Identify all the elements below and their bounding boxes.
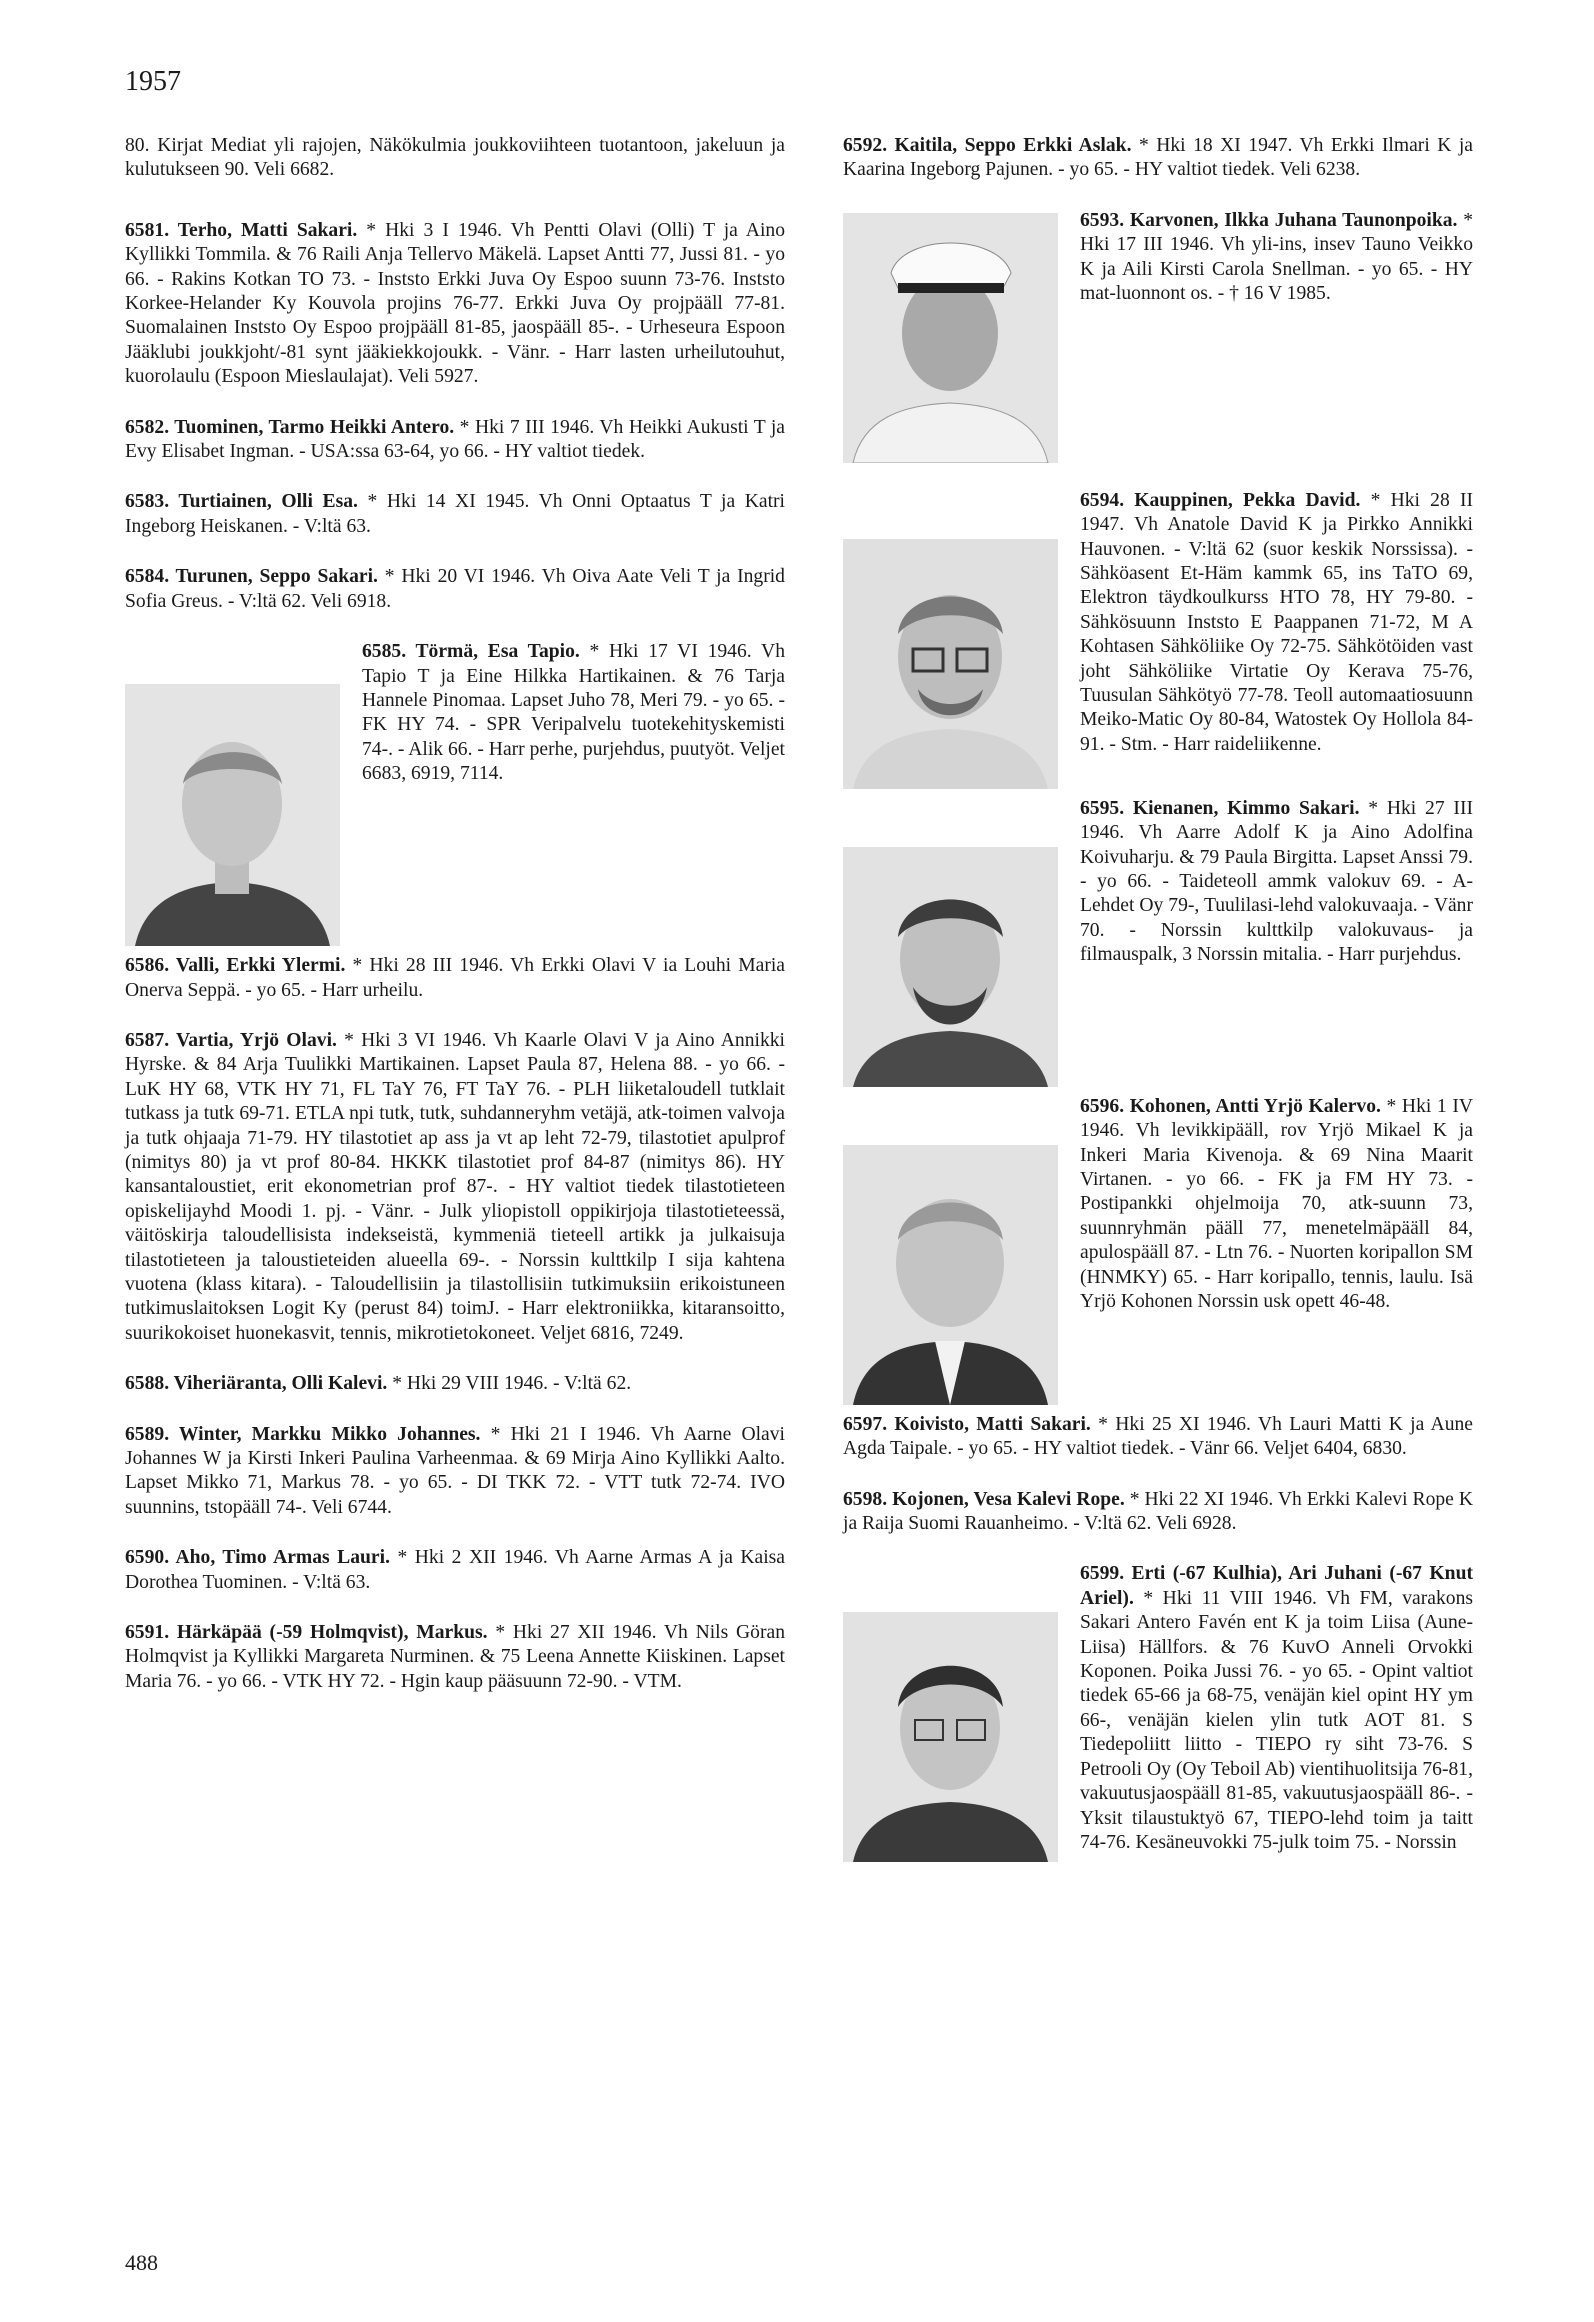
- entry-6585-block: [125, 640, 785, 954]
- entry-body: * Hki 17 III 1946. Vh yli-ins, insev Tauno Veikko K ja Aili Kirsti Carola Snellman. - yo 65. - HY mat-luonnont os. - † 16 V 1985.: [1080, 209, 1473, 305]
- entry-body: * Hki 27 III 1946. Vh Aarre Adolf K ja Aino Adolfina Koivuharju. & 79 Paula Birgitta. Lapset Anssi 79. - yo 66. - Taideteoll ammk valokuv 69. - A-Lehdet Oy 79-, Tuulilasi-lehd valokuvaaja. - Vänr 70. - Norssin kulttkilp valokuvaus- ja filmauspalk, 3 Norssin mitalia. - Harr purjehdus.: [1080, 797, 1473, 966]
- page-number: 488: [125, 2250, 158, 2275]
- entry-body: * Hki 17 VI 1946. Vh Tapio T ja Eine Hilkka Hartikainen. & 76 Tarja Hannele Pinomaa. Lapset Juho 78, Meri 79. - yo 65. - FK HY 74. - SPR Veripalvelu tuotekehityskemisti 74-. - Alik 66. - Harr perhe, purjehdus, puutyöt. Veljet 6683, 6919, 7114.: [362, 641, 786, 785]
- entry-head: 6597. Koivisto, Matti Sakari.: [843, 1413, 1091, 1435]
- entry-body: * Hki 3 VI 1946. Vh Kaarle Olavi V ja Aino Annikki Hyrske. & 84 Arja Tuulikki Martikainen. Lapset Paula 87, Helena 88. - yo 66. - LuK HY 68, VTK HY 71, FL TaY 76, FT TaY 76. - PLH liiketaloudell tutklait tutkass ja tutk 69-71. ETLA npi tutk, tutk, suhdanneryhm vetäjä, atk-toimen valvoja ja tutk ohjaaja 71-79. HY tilastotiet ap ass ja vt ap leht 72-79, tilastotiet apulprof (nimitys 80) ja vt prof 80-84. HKKK tilastotiet prof 84-87 (nimitys 86). HY kansantaloustiet, erit ekonometrian prof 87-. - HY valtiot tiedek tilastotieteen opiskelijayhd Moodi 1. pj. - Vänr. - Julk yliopistoll oppikirjoja tilastotieteessä, väitöskirja taloudellisista indekseistä, kymmeniä tieteell artikk ja julkaisuja tilastotieteen ja taloustieteiden alueella 69-. - Norssin kulttkilp I sija kahtena vuotena (klass kitara). - Taloudellisiin ja tilastollisiin tutkimuksiin erikoistuneen tutkimuslaitoksen Logit Ky (perust 84) toimJ. - Harr elektroniikka, kitaransoitto, suurikokoiset huonekasvit, tennis, mikrotietokoneet. Veljet 6816, 7249.: [125, 1029, 785, 1344]
- entry-6594-block: [843, 489, 1473, 797]
- entry-6597: [843, 1413, 1473, 1462]
- entry-6592: [843, 134, 1473, 183]
- entry-head: 6591. Härkäpää (-59 Holmqvist), Markus.: [125, 1622, 488, 1644]
- entry-6587: [125, 1029, 785, 1346]
- entry-6581: [125, 219, 785, 390]
- continued-entry-text: 80. Kirjat Mediat yli rajojen, Näkökulmia joukkoviihteen tuotantoon, jakeluun ja kulutukseen 90. Veli 6682.: [125, 135, 785, 181]
- entry-body: * Hki 2 XII 1946. Vh Aarne Armas A ja Kaisa Dorothea Tuominen. - V:ltä 63.: [125, 1547, 785, 1593]
- entry-body: * Hki 28 II 1947. Vh Anatole David K ja Pirkko Annikki Hauvonen. - V:ltä 62 (suor keskik Norssissa). - Sähköasent Et-Häm kammk 65, ins TaTO 69, Elektron täydkoulkurss HTO 78, HY 79-80. - Sähkösuunn Inststo E Paappanen 71-72, M A Kohtasen Sähköliike Oy 72-75. Sähkötöiden vast joht Sähköliike Virtatie Oy Kerava 75-76, Tuusulan Sähkötyö 77-78. Teoll automaatiosuunn Meiko-Matic Oy 80-84, Watostek Oy Hollola 84-91. - Stm. - Harr raideliikenne.: [1080, 489, 1473, 755]
- entry-head: 6598. Kojonen, Vesa Kalevi Rope.: [843, 1488, 1125, 1510]
- entry-6586: [125, 954, 785, 1003]
- entry-body: * Hki 21 I 1946. Vh Aarne Olavi Johannes W ja Kirsti Inkeri Paulina Varheenmaa. & 69 Mirja Aino Kyllikki Aalto. Lapset Mikko 71, Markus 78. - yo 65. - DI TKK 72. - VTT tutk 72-74. IVO suunnins, tstopääll 74-. Veli 6744.: [125, 1423, 785, 1518]
- entry-head: 6583. Turtiainen, Olli Esa.: [125, 491, 358, 513]
- entry-6588: [125, 1372, 785, 1396]
- entry-body: * Hki 3 I 1946. Vh Pentti Olavi (Olli) T ja Aino Kyllikki Tommila. & 76 Raili Anja Tellervo Mäkelä. Lapset Antti 77, Jussi 81. - yo 66. - Rakins Kotkan TO 73. - Inststo Erkki Juva Oy Espoo suunn 73-76. Inststo Korkee-Helander Ky Kouvola projins 76-77. Erkki Juva Oy projpääll 77-81. Suomalainen Inststo Oy Espoo projpääll 81-85, jaospääll 85-. - Urheseura Espoon Jääklubi joukkjoht/-81 synt jääkiekkojoukk. - Vänr. - Harr lasten urheilutouhut, kuorolaulu (Espoon Mieslaulajat). Veli 5927.: [125, 219, 785, 388]
- portrait-photo: [843, 1145, 1058, 1405]
- entry-body: * Hki 29 VIII 1946. - V:ltä 62.: [387, 1373, 632, 1395]
- entry-6596-block: [843, 1095, 1473, 1413]
- entry-head: 6595. Kienanen, Kimmo Sakari.: [1080, 797, 1360, 819]
- entry-body: * Hki 20 VI 1946. Vh Oiva Aate Veli T ja Ingrid Sofia Greus. - V:ltä 62. Veli 6918.: [125, 566, 785, 612]
- right-column: [843, 134, 1473, 1881]
- entry-6583: [125, 490, 785, 539]
- entry-6590: [125, 1546, 785, 1595]
- entry-body: * Hki 28 III 1946. Vh Erkki Olavi V ia Louhi Maria Onerva Seppä. - yo 65. - Harr urheilu.: [125, 955, 785, 1001]
- entry-head: 6581. Terho, Matti Sakari.: [125, 219, 358, 241]
- portrait-photo: [843, 213, 1058, 463]
- entry-body: * Hki 14 XI 1945. Vh Onni Optaatus T ja Katri Ingeborg Heiskanen. - V:ltä 63.: [125, 491, 785, 537]
- entry-6582: [125, 416, 785, 465]
- portrait-photo: [843, 1612, 1058, 1862]
- entry-head: 6592. Kaitila, Seppo Erkki Aslak.: [843, 135, 1132, 156]
- entry-body: * Hki 22 XI 1946. Vh Erkki Kalevi Rope K ja Raija Suomi Rauanheimo. - V:ltä 62. Veli 6928.: [843, 1488, 1473, 1535]
- entry-head: 6599. Erti (-67 Kulhia), Ari Juhani (-67 Knut Ariel).: [1080, 1563, 1473, 1609]
- entry-body: * Hki 18 XI 1947. Vh Erkki Ilmari K ja Kaarina Ingeborg Pajunen. - yo 65. - HY valtiot tiedek. Veli 6238.: [843, 135, 1473, 181]
- entry-head: 6584. Turunen, Seppo Sakari.: [125, 566, 378, 588]
- entry-head: 6587. Vartia, Yrjö Olavi.: [125, 1029, 337, 1051]
- entry-6598: [843, 1488, 1473, 1537]
- entry-head: 6589. Winter, Markku Mikko Johannes.: [125, 1423, 481, 1445]
- entry-6589: [125, 1423, 785, 1521]
- portrait-photo: [843, 847, 1058, 1087]
- entry-head: 6590. Aho, Timo Armas Lauri.: [125, 1547, 390, 1569]
- entry-head: 6585. Törmä, Esa Tapio.: [362, 641, 580, 663]
- entry-head: 6594. Kauppinen, Pekka David.: [1080, 489, 1361, 511]
- entry-body: * Hki 7 III 1946. Vh Heikki Aukusti T ja Evy Elisabet Ingman. - USA:ssa 63-64, yo 66. - HY valtiot tiedek.: [125, 416, 785, 463]
- entry-body: * Hki 11 VIII 1946. Vh FM, varakons Sakari Antero Favén ent K ja toim Liisa (Aune-Liisa) Hällfors. & 76 KuvO Anneli Orvokki Koponen. Poika Jussi 76. - yo 65. - Opint valtiot tiedek 65-66 ja 68-75, venäjän kiel opint HY ym 66-, venäjän kielen ylin tutk AOT 81. S Tiedepoliitt liitto - TIEPO ry siht 73-76. S Petrooli Oy (Oy Teboil Ab) vientihuolitsija 76-81, vakuutusjaospääll 81-85, vakuutusjaospääll 86-. - Yksit tilaustuktyö 67, TIEPO-lehd toim ja taitt 74-76. Kesäneuvokki 75-julk toim 75. - Norssin: [1080, 1587, 1473, 1853]
- entry-head: 6586. Valli, Erkki Ylermi.: [125, 955, 346, 977]
- entry-6599-block: [843, 1562, 1473, 1855]
- entry-body: * Hki 25 XI 1946. Vh Lauri Matti K ja Aune Agda Taipale. - yo 65. - HY valtiot tiedek. - Vänr 66. Veljet 6404, 6830.: [843, 1413, 1473, 1460]
- portrait-photo: [843, 539, 1058, 789]
- portrait-photo: [125, 684, 340, 946]
- page-year: 1957: [125, 66, 181, 97]
- entry-head: 6582. Tuominen, Tarmo Heikki Antero.: [125, 416, 455, 438]
- entry-head: 6593. Karvonen, Ilkka Juhana Taunonpoika.: [1080, 209, 1458, 231]
- entry-body: * Hki 27 XII 1946. Vh Nils Göran Holmqvist ja Kyllikki Margareta Nurminen. & 75 Leena Annette Kiiskinen. Lapset Maria 76. - yo 66. - VTK HY 72. - Hgin kaup pääsuunn 72-90. - VTM.: [125, 1622, 785, 1692]
- entry-head: 6588. Viheriäranta, Olli Kalevi.: [125, 1373, 388, 1395]
- entry-body: * Hki 1 IV 1946. Vh levikkipääll, rov Yrjö Mikael K ja Inkeri Maria Kivenoja. & 69 Nina Maarit Virtanen. - yo 66. - FK ja FM HY 73. - Postipankki ohjelmoija 70, atk-suunn 73, suunnryhmän pääll 77, menetelmäpääll 84, apulospääll 87. - Ltn 76. - Nuorten koripallon SM (HNMKY) 65. - Harr koripallo, tennis, laulu. Isä Yrjö Kohonen Norssin usk opett 46-48.: [1080, 1095, 1473, 1313]
- entry-head: 6596. Kohonen, Antti Yrjö Kalervo.: [1080, 1095, 1381, 1117]
- entry-6591: [125, 1621, 785, 1694]
- entry-6593-block: [843, 209, 1473, 471]
- left-column: [125, 134, 785, 1720]
- entry-6595-block: [843, 797, 1473, 1095]
- entry-6584: [125, 565, 785, 614]
